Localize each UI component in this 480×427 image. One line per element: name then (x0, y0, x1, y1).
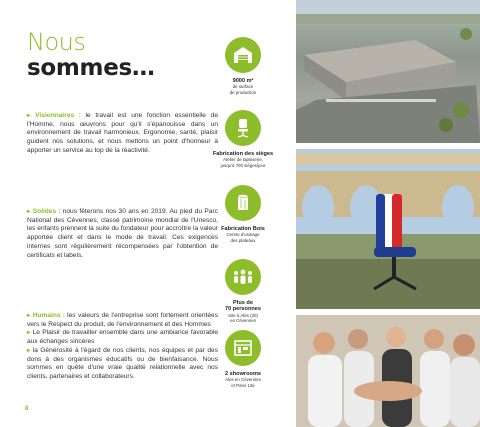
heading-line-1: Nous (27, 28, 86, 56)
paragraph-text: : le travail est une fonction essentielle de l'Homme, nous œuvrons pour qu'il s'épanouisse dans un environnement de travail harmonieux. Ergonomie, santé, plaisir guident nos solutions, et nous mettons un point d'honneur à apporter un service au top de la réactivité. (27, 112, 218, 154)
feature-sub: en Cévennes (230, 318, 256, 324)
warehouse-icon (225, 37, 261, 73)
keyword: Solides (32, 208, 57, 215)
page-number: 8 (25, 406, 29, 412)
feature-title: Fabrication Bois (221, 226, 265, 232)
feature-sub: de production (229, 89, 257, 95)
paragraph-text: : nous fêterons nos 30 ans en 2019. Au pied du Parc National des Cévennes, classé patrimoine mondial de l'Unesco, les enfants prennent la suite du fondateur pour accroître la valeur apportée client et dans le mode de travail. Ces exigences internes sont régulièrement récompensées par l'obtention de certificats et labels. (27, 208, 218, 259)
feature-sub: jusqu'à 700 sièges/jour (220, 162, 266, 168)
feature-sub: des plateaux (230, 237, 256, 243)
paragraph-solides (27, 208, 218, 260)
office-chair-icon (225, 110, 261, 146)
people-icon (225, 259, 261, 295)
keyword: Visionnaires (35, 112, 75, 119)
paragraph-text: : les valeurs de l'entreprise sont fortement orientées vers le Respect du produit, de l'environnement et des Hommes (27, 312, 218, 328)
feature-sub: Centre d'usinage (226, 232, 260, 238)
arrow-icon: ▸ (27, 346, 31, 354)
feature-showrooms (206, 330, 280, 388)
paragraph-humains (27, 312, 218, 382)
keyword: Humains (32, 312, 61, 319)
team-photo (296, 315, 480, 427)
feature-sub: Alès en Cévennes (225, 377, 261, 383)
arrow-icon: ▸ (27, 208, 31, 215)
paragraph-text-3: la Générosité à l'égard de nos clients, nos équipes et par des dons à des organismes éducatifs ou de bienfaisance. Nous sommes en quête d'une vraie qualité relationnelle avec nos clients, partenaires et collaborateurs. (27, 346, 218, 380)
feature-sub: Atelier de tapisserie, (223, 157, 263, 163)
feature-title: Plus de 70 personnes (224, 300, 262, 313)
factory-aerial-photo (296, 0, 480, 143)
arrow-icon: ▸ (27, 312, 31, 319)
arrow-icon: ▸ (27, 112, 31, 119)
showroom-icon (225, 330, 261, 366)
feature-bois (206, 185, 280, 243)
feature-sub: Site à Alès (30) (228, 312, 258, 318)
feature-sieges (206, 110, 280, 168)
wood-log-icon (225, 185, 261, 221)
feature-personnes (206, 259, 280, 324)
paragraph-visionnaires (27, 112, 218, 156)
feature-sub: et Paris 13e (231, 382, 255, 388)
feature-surface (206, 37, 280, 95)
feature-sub: de surface (232, 84, 254, 90)
feature-title: Fabrication des sièges (212, 151, 274, 157)
paragraph-text-2: Le Plaisir de travailler ensemble dans une ambiance favorable aux échanges sincères (27, 329, 218, 346)
feature-title: 2 showrooms (224, 371, 262, 377)
chair-aqueduct-photo (296, 149, 480, 309)
feature-title: 9000 m² (232, 78, 254, 84)
heading-line-2: sommes… (27, 55, 155, 81)
arrow-icon: ▸ (27, 329, 31, 337)
